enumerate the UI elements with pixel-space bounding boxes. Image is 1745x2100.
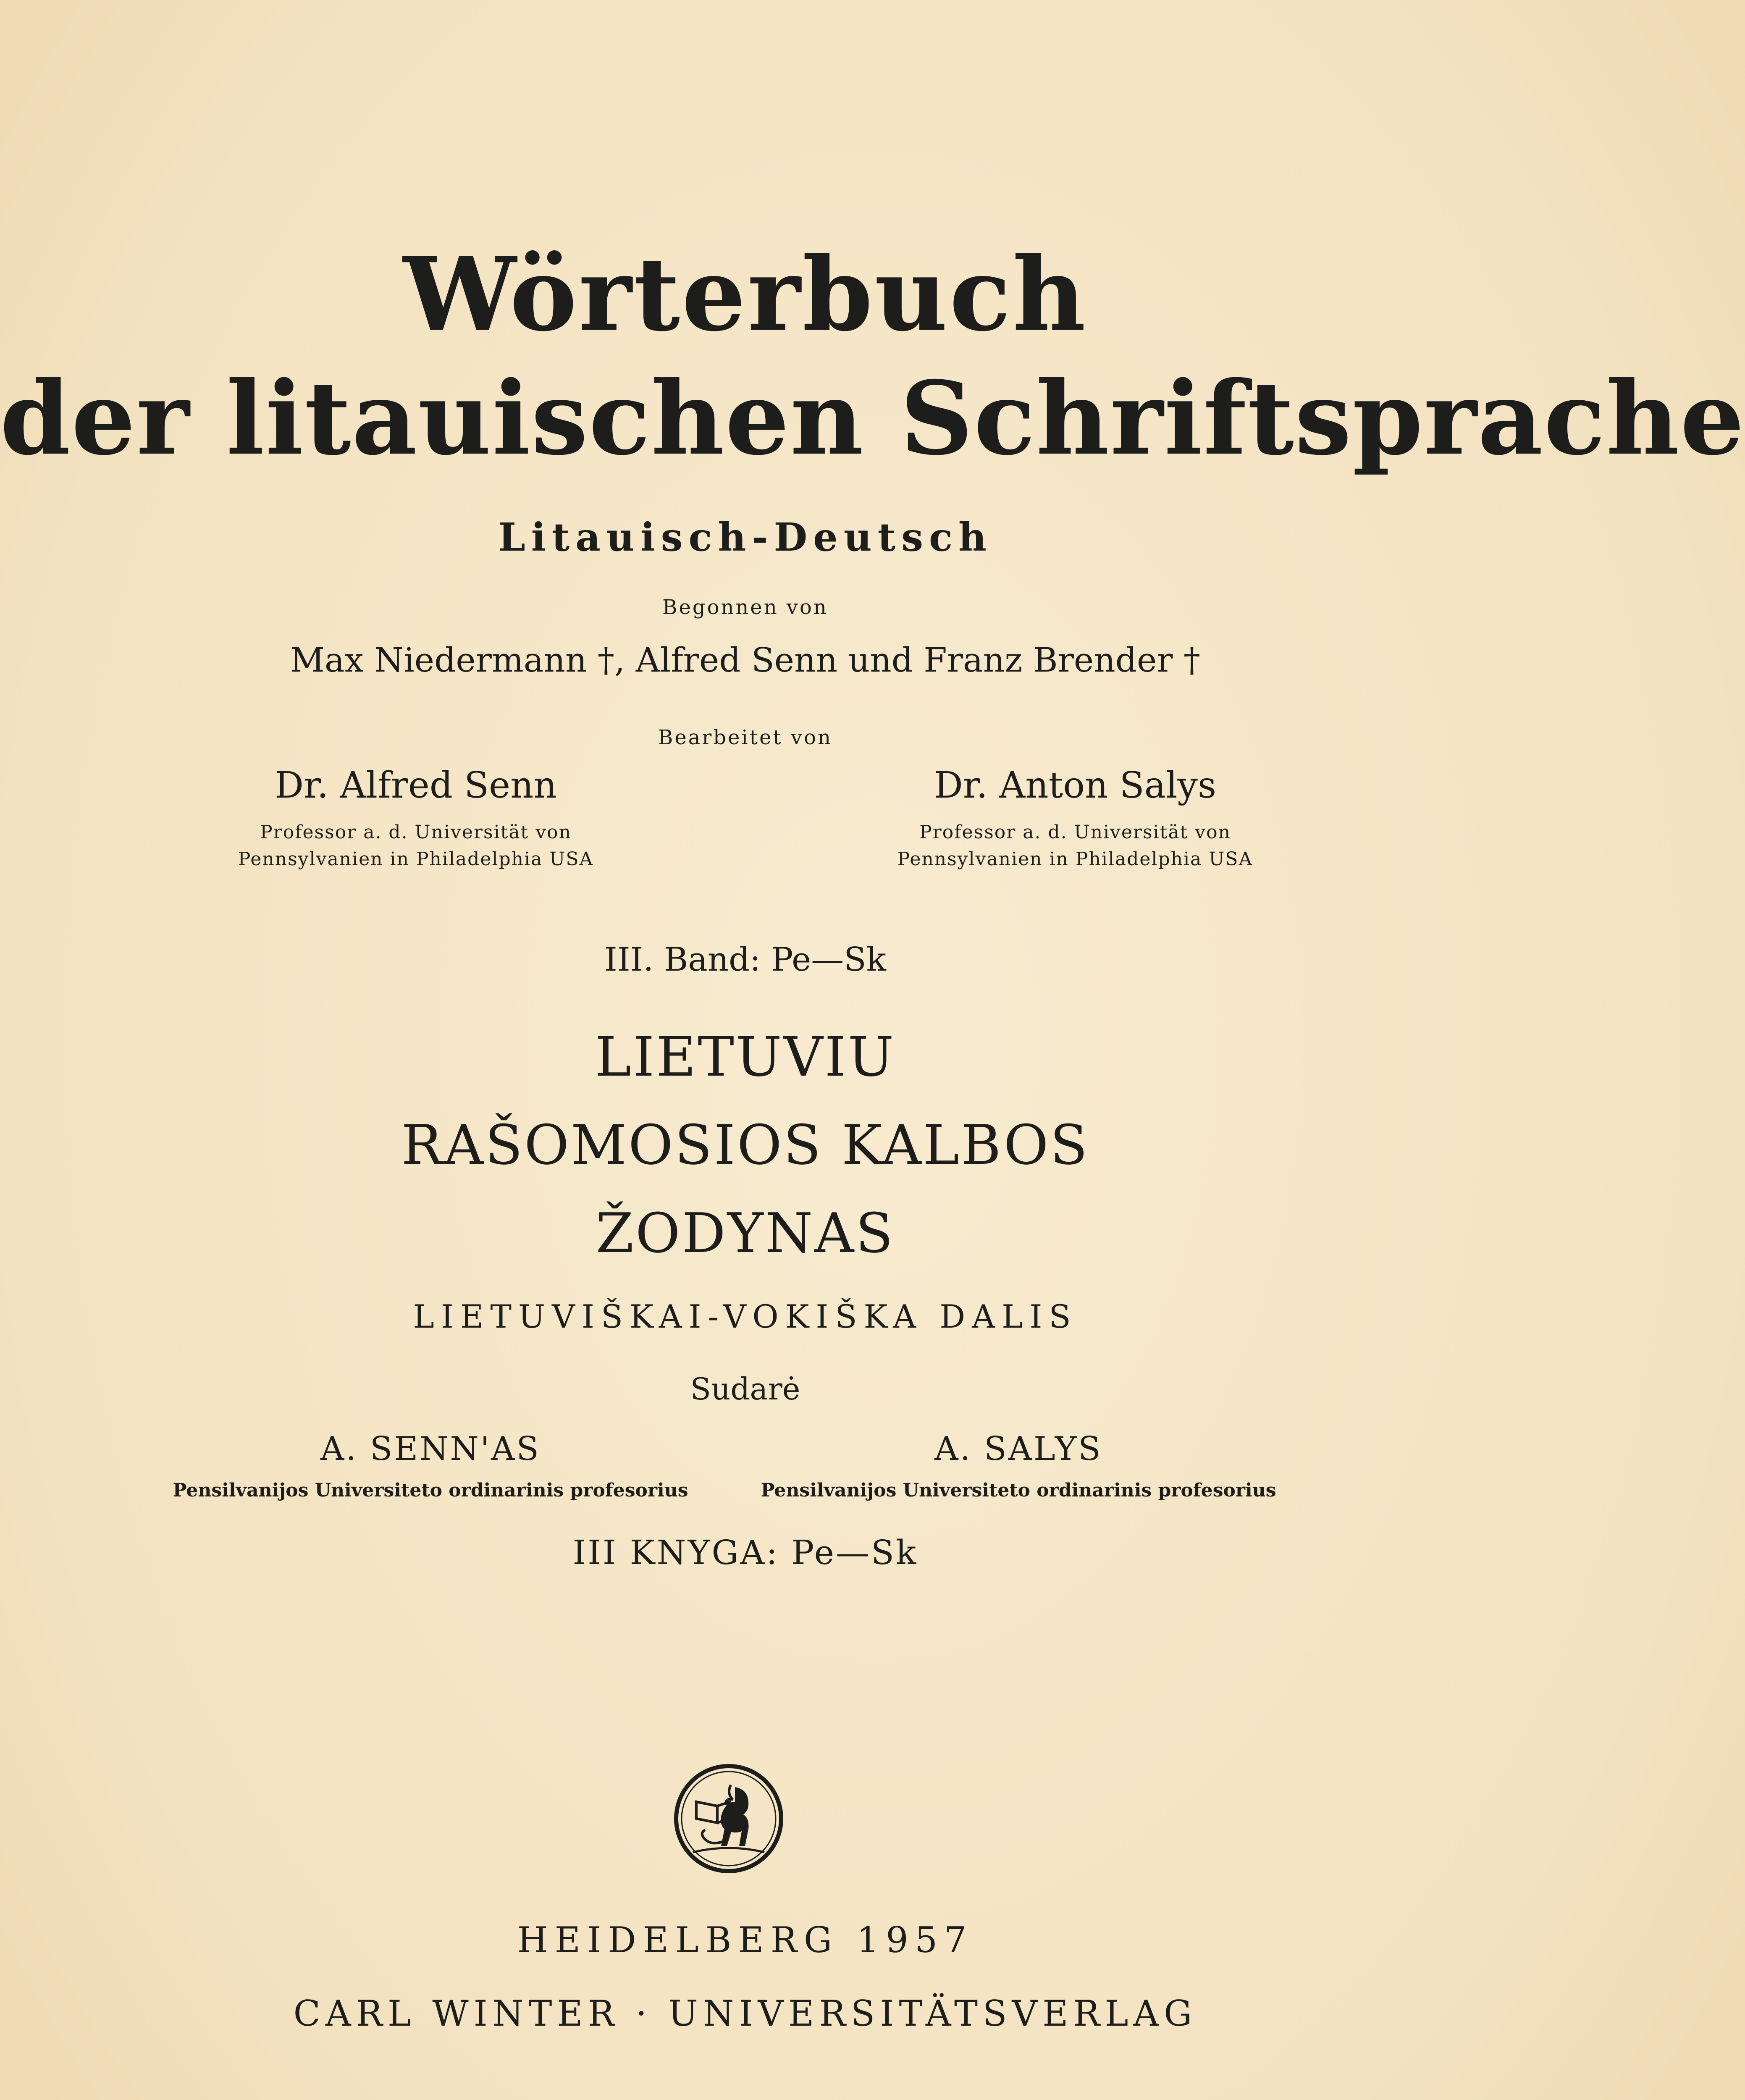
- lithuanian-title-line-2: RAŠOMOSIOS KALBOS: [401, 1113, 1089, 1177]
- bearbeitet-label: Bearbeitet von: [658, 726, 832, 749]
- lithuanian-subtitle: LIETUVIŠKAI-VOKIŠKA DALIS: [413, 1298, 1078, 1335]
- begonnen-label: Begonnen von: [662, 596, 828, 619]
- imprint-city-year: HEIDELBERG 1957: [517, 1919, 974, 1961]
- title-line-2: der litauischen Schriftsprache: [0, 359, 1745, 478]
- compiled-by-label: Sudarė: [690, 1371, 800, 1407]
- imprint-publisher: CARL WINTER · UNIVERSITÄTSVERLAG: [293, 1993, 1197, 2034]
- editor-affiliation-line-1: Professor a. d. Universität von: [260, 822, 572, 843]
- author-name: A. SENN'AS: [320, 1430, 541, 1468]
- editor-affiliation-line-2: Pennsylvanien in Philadelphia USA: [238, 848, 594, 870]
- book-volume-label: III KNYGA: Pe—Sk: [572, 1533, 918, 1572]
- title-line-1: Wörterbuch: [403, 235, 1088, 354]
- author-affiliation: Pensilvanijos Universiteto ordinarinis profesorius: [761, 1480, 1276, 1501]
- original-authors: Max Niedermann †, Alfred Senn und Franz Brender †: [290, 640, 1200, 680]
- editor-salys: [844, 764, 1306, 873]
- editor-affiliation: [185, 819, 647, 873]
- author-name: A. SALYS: [934, 1430, 1102, 1468]
- editor-affiliation: [844, 819, 1306, 873]
- lithuanian-title-line-3: ŽODYNAS: [596, 1201, 895, 1265]
- author-affiliation: Pensilvanijos Universiteto ordinarinis profesorius: [173, 1480, 688, 1501]
- title-subtitle: Litauisch-Deutsch: [498, 514, 992, 560]
- author-salys: [756, 1430, 1281, 1501]
- author-senn: [168, 1430, 693, 1501]
- lion-with-book-icon: [672, 1762, 785, 1875]
- editor-name: Dr. Anton Salys: [934, 764, 1217, 806]
- editor-affiliation-line-1: Professor a. d. Universität von: [919, 822, 1231, 843]
- volume-label: III. Band: Pe—Sk: [604, 941, 886, 979]
- editor-affiliation-line-2: Pennsylvanien in Philadelphia USA: [897, 848, 1253, 870]
- editor-name: Dr. Alfred Senn: [275, 764, 557, 806]
- editor-senn: [185, 764, 647, 873]
- lithuanian-title-line-1: LIETUVIU: [595, 1025, 896, 1089]
